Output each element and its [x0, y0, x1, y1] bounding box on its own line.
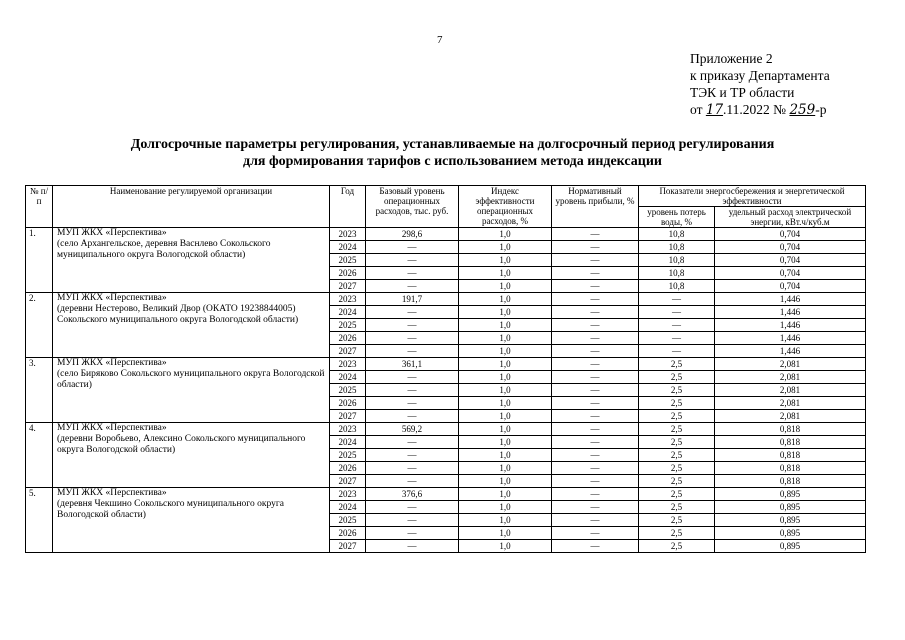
cell-year: 2023: [330, 293, 366, 306]
cell-index: 1,0: [459, 332, 552, 345]
cell-year: 2026: [330, 462, 366, 475]
cell-profit: —: [552, 280, 639, 293]
cell-index: 1,0: [459, 280, 552, 293]
cell-year: 2025: [330, 319, 366, 332]
cell-index: 1,0: [459, 345, 552, 358]
cell-index: 1,0: [459, 449, 552, 462]
cell-index: 1,0: [459, 371, 552, 384]
cell-specific: 0,818: [715, 423, 866, 436]
cell-specific: 0,704: [715, 241, 866, 254]
order-number: 259: [789, 102, 816, 118]
cell-index: 1,0: [459, 462, 552, 475]
table-row: [26, 358, 866, 371]
cell-specific: 0,818: [715, 449, 866, 462]
cell-year: 2025: [330, 514, 366, 527]
cell-index: 1,0: [459, 228, 552, 241]
cell-profit: —: [552, 527, 639, 540]
cell-index: 1,0: [459, 267, 552, 280]
table-body: [26, 228, 866, 553]
cell-specific: 2,081: [715, 384, 866, 397]
cell-loss: 2,5: [639, 384, 715, 397]
appendix-line-2: к приказу Департамента: [690, 68, 830, 83]
organization-description: (деревня Чекшино Сокольского муниципального округа Вологодской области): [57, 499, 284, 520]
cell-loss: —: [639, 332, 715, 345]
row-number: 4.: [26, 423, 53, 488]
cell-specific: 0,704: [715, 267, 866, 280]
cell-base: —: [366, 475, 459, 488]
row-number: 5.: [26, 488, 53, 553]
date-prefix: от: [690, 102, 706, 117]
cell-base: —: [366, 436, 459, 449]
cell-profit: —: [552, 462, 639, 475]
cell-profit: —: [552, 540, 639, 553]
cell-year: 2024: [330, 371, 366, 384]
organization-name: МУП ЖКХ «Перспектива»: [57, 488, 167, 498]
cell-profit: —: [552, 254, 639, 267]
cell-index: 1,0: [459, 436, 552, 449]
cell-profit: —: [552, 306, 639, 319]
cell-profit: —: [552, 345, 639, 358]
cell-index: 1,0: [459, 241, 552, 254]
cell-specific: 2,081: [715, 397, 866, 410]
cell-index: 1,0: [459, 306, 552, 319]
cell-base: —: [366, 241, 459, 254]
cell-specific: 0,895: [715, 501, 866, 514]
cell-year: 2026: [330, 332, 366, 345]
cell-specific: 0,704: [715, 254, 866, 267]
cell-loss: 10,8: [639, 280, 715, 293]
header-base: Базовый уровень операционных расходов, тыс. руб.: [366, 186, 459, 228]
cell-base: 569,2: [366, 423, 459, 436]
title-line-1: Долгосрочные параметры регулирования, устанавливаемые на долгосрочный период регулирования: [130, 137, 775, 152]
cell-loss: 2,5: [639, 436, 715, 449]
cell-specific: 0,818: [715, 436, 866, 449]
cell-year: 2023: [330, 228, 366, 241]
header-num: № п/п: [26, 186, 53, 228]
cell-base: 191,7: [366, 293, 459, 306]
organization-description: (село Биряково Сокольского муниципального округа Вологодской области): [57, 369, 325, 390]
cell-loss: 10,8: [639, 267, 715, 280]
header-loss: уровень потерь воды, %: [639, 207, 715, 228]
cell-profit: —: [552, 241, 639, 254]
header-specific: удельный расход электрической энергии, кВт.ч/куб.м: [715, 207, 866, 228]
organization-name: МУП ЖКХ «Перспектива»: [57, 358, 167, 368]
cell-profit: —: [552, 228, 639, 241]
cell-base: —: [366, 280, 459, 293]
cell-index: 1,0: [459, 423, 552, 436]
cell-loss: 2,5: [639, 527, 715, 540]
appendix-block: [690, 50, 830, 119]
cell-loss: 2,5: [639, 410, 715, 423]
organization-cell: [53, 423, 330, 488]
cell-index: 1,0: [459, 475, 552, 488]
cell-base: 361,1: [366, 358, 459, 371]
cell-specific: 1,446: [715, 319, 866, 332]
cell-loss: 2,5: [639, 514, 715, 527]
cell-year: 2027: [330, 475, 366, 488]
cell-profit: —: [552, 423, 639, 436]
cell-loss: 2,5: [639, 488, 715, 501]
cell-index: 1,0: [459, 410, 552, 423]
cell-year: 2027: [330, 280, 366, 293]
cell-specific: 2,081: [715, 371, 866, 384]
organization-cell: [53, 488, 330, 553]
cell-index: 1,0: [459, 384, 552, 397]
cell-base: —: [366, 345, 459, 358]
cell-loss: 2,5: [639, 475, 715, 488]
cell-base: —: [366, 527, 459, 540]
cell-specific: 0,704: [715, 280, 866, 293]
cell-base: —: [366, 540, 459, 553]
title-line-2: для формирования тарифов с использованием метода индексации: [242, 154, 662, 169]
cell-loss: 10,8: [639, 241, 715, 254]
cell-index: 1,0: [459, 527, 552, 540]
cell-profit: —: [552, 436, 639, 449]
header-org: Наименование регулируемой организации: [53, 186, 330, 228]
cell-year: 2024: [330, 241, 366, 254]
cell-profit: —: [552, 488, 639, 501]
cell-year: 2023: [330, 423, 366, 436]
cell-base: —: [366, 462, 459, 475]
cell-year: 2026: [330, 527, 366, 540]
organization-cell: [53, 228, 330, 293]
cell-base: —: [366, 267, 459, 280]
row-number: 3.: [26, 358, 53, 423]
cell-loss: —: [639, 345, 715, 358]
order-suffix: -р: [815, 102, 827, 117]
row-number: 2.: [26, 293, 53, 358]
cell-year: 2023: [330, 358, 366, 371]
cell-base: —: [366, 449, 459, 462]
table-row: [26, 293, 866, 306]
regulation-parameters-table: [25, 185, 866, 553]
organization-name: МУП ЖКХ «Перспектива»: [57, 423, 167, 433]
cell-base: —: [366, 254, 459, 267]
cell-profit: —: [552, 267, 639, 280]
cell-specific: 2,081: [715, 358, 866, 371]
cell-loss: 10,8: [639, 228, 715, 241]
cell-base: —: [366, 410, 459, 423]
organization-description: (село Архангельское, деревня Васнлево Сокольского муниципального округа Вологодской области): [57, 239, 271, 260]
table-row: [26, 423, 866, 436]
cell-loss: 2,5: [639, 449, 715, 462]
cell-base: 298,6: [366, 228, 459, 241]
cell-profit: —: [552, 371, 639, 384]
page-number: 7: [437, 34, 443, 46]
cell-index: 1,0: [459, 397, 552, 410]
organization-name: МУП ЖКХ «Перспектива»: [57, 293, 167, 303]
cell-profit: —: [552, 319, 639, 332]
table-row: [26, 488, 866, 501]
cell-year: 2026: [330, 267, 366, 280]
cell-loss: 2,5: [639, 540, 715, 553]
cell-profit: —: [552, 475, 639, 488]
cell-profit: —: [552, 514, 639, 527]
cell-year: 2024: [330, 436, 366, 449]
cell-profit: —: [552, 332, 639, 345]
cell-loss: 2,5: [639, 423, 715, 436]
cell-profit: —: [552, 501, 639, 514]
organization-cell: [53, 358, 330, 423]
cell-base: 376,6: [366, 488, 459, 501]
cell-specific: 0,818: [715, 462, 866, 475]
cell-specific: 1,446: [715, 306, 866, 319]
cell-index: 1,0: [459, 358, 552, 371]
header-index: Индекс эффективности операционных расходов, %: [459, 186, 552, 228]
appendix-line-1: Приложение 2: [690, 51, 773, 66]
cell-index: 1,0: [459, 488, 552, 501]
cell-index: 1,0: [459, 514, 552, 527]
cell-specific: 2,081: [715, 410, 866, 423]
cell-loss: —: [639, 319, 715, 332]
cell-specific: 0,895: [715, 540, 866, 553]
row-number: 1.: [26, 228, 53, 293]
date-rest: .11.2022 №: [723, 102, 790, 117]
cell-index: 1,0: [459, 540, 552, 553]
cell-loss: 2,5: [639, 358, 715, 371]
date-day: 17: [705, 102, 724, 118]
cell-year: 2027: [330, 345, 366, 358]
cell-loss: 10,8: [639, 254, 715, 267]
table-row: [26, 228, 866, 241]
cell-year: 2025: [330, 384, 366, 397]
cell-year: 2024: [330, 501, 366, 514]
cell-year: 2024: [330, 306, 366, 319]
cell-specific: 0,895: [715, 527, 866, 540]
cell-specific: 0,818: [715, 475, 866, 488]
header-profit: Нормативный уровень прибыли, %: [552, 186, 639, 228]
cell-specific: 1,446: [715, 332, 866, 345]
cell-loss: —: [639, 293, 715, 306]
cell-profit: —: [552, 384, 639, 397]
organization-description: (деревни Нестерово, Великий Двор (ОКАТО 19238844005) Сокольского муниципального округа Вологодской области): [57, 304, 299, 325]
cell-base: —: [366, 319, 459, 332]
cell-index: 1,0: [459, 319, 552, 332]
appendix-date-line: [690, 101, 830, 119]
cell-base: —: [366, 397, 459, 410]
cell-specific: 0,704: [715, 228, 866, 241]
appendix-line-3: ТЭК и ТР области: [690, 85, 795, 100]
cell-year: 2025: [330, 254, 366, 267]
cell-specific: 1,446: [715, 345, 866, 358]
cell-loss: —: [639, 306, 715, 319]
cell-year: 2027: [330, 410, 366, 423]
cell-index: 1,0: [459, 501, 552, 514]
cell-loss: 2,5: [639, 397, 715, 410]
cell-year: 2023: [330, 488, 366, 501]
cell-profit: —: [552, 293, 639, 306]
cell-base: —: [366, 332, 459, 345]
cell-profit: —: [552, 358, 639, 371]
cell-year: 2027: [330, 540, 366, 553]
cell-profit: —: [552, 397, 639, 410]
cell-year: 2026: [330, 397, 366, 410]
document-title: [0, 136, 905, 170]
cell-loss: 2,5: [639, 371, 715, 384]
cell-specific: 1,446: [715, 293, 866, 306]
cell-base: —: [366, 514, 459, 527]
organization-name: МУП ЖКХ «Перспектива»: [57, 228, 167, 238]
cell-loss: 2,5: [639, 462, 715, 475]
header-year: Год: [330, 186, 366, 228]
header-row-1: [26, 186, 866, 207]
cell-profit: —: [552, 410, 639, 423]
cell-base: —: [366, 384, 459, 397]
header-energy-group: Показатели энергосбережения и энергетической эффективности: [639, 186, 866, 207]
cell-specific: 0,895: [715, 488, 866, 501]
cell-base: —: [366, 306, 459, 319]
organization-cell: [53, 293, 330, 358]
cell-base: —: [366, 371, 459, 384]
cell-base: —: [366, 501, 459, 514]
organization-description: (деревни Воробьево, Алексино Сокольского муниципального округа Вологодской области): [57, 434, 306, 455]
cell-specific: 0,895: [715, 514, 866, 527]
cell-index: 1,0: [459, 254, 552, 267]
cell-index: 1,0: [459, 293, 552, 306]
cell-loss: 2,5: [639, 501, 715, 514]
cell-profit: —: [552, 449, 639, 462]
cell-year: 2025: [330, 449, 366, 462]
